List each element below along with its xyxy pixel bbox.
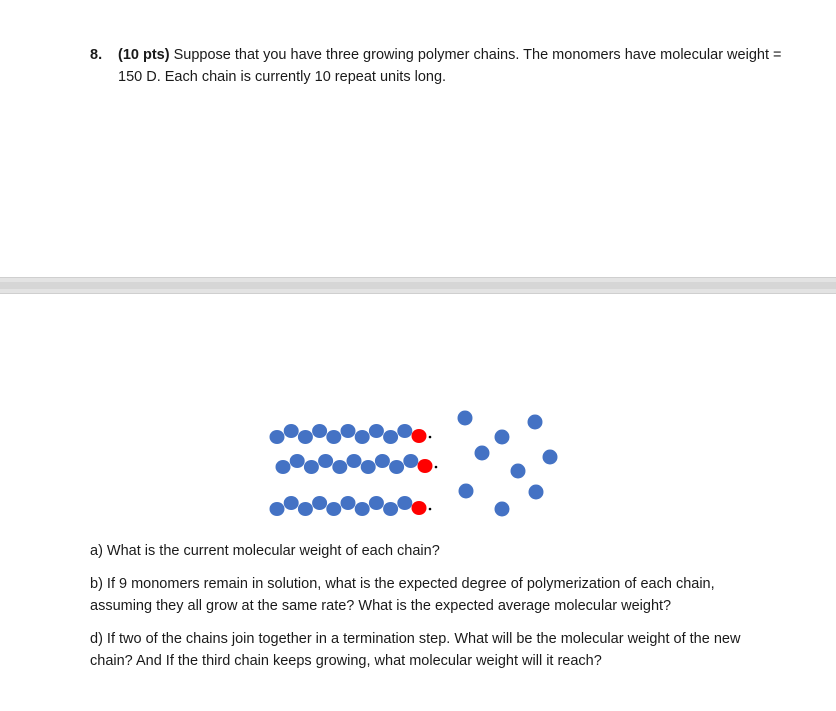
repeat-unit: [332, 460, 347, 474]
repeat-unit: [383, 430, 398, 444]
free-monomer: [495, 430, 510, 445]
page-break-inner: [0, 282, 836, 289]
polymer-chains: [270, 424, 438, 516]
free-monomer: [543, 450, 558, 465]
repeat-unit: [347, 454, 362, 468]
repeat-unit: [284, 424, 299, 438]
question-d: d) If two of the chains join together in a termination step. What will be the molecular weight of the new chain? And If the third chain keeps growing, what molecular weight will it reach?: [90, 631, 741, 669]
repeat-unit: [361, 460, 376, 474]
question-text: Suppose that you have three growing polymer chains. The monomers have molecular weight = 150 D. Each chain is currently 10 repeat units long.: [118, 47, 782, 85]
question-a: a) What is the current molecular weight of each chain?: [90, 543, 440, 559]
repeat-unit: [284, 496, 299, 510]
radical-dot: [435, 466, 438, 469]
question-prompt: [118, 44, 790, 88]
repeat-unit: [298, 430, 313, 444]
free-monomer: [458, 411, 473, 426]
question-b: b) If 9 monomers remain in solution, what is the expected degree of polymerization of each chain, assuming they all grow at the same rate? What is the expected average molecular weight?: [90, 576, 715, 614]
free-monomer: [475, 446, 490, 461]
repeat-unit: [270, 430, 285, 444]
repeat-unit: [369, 496, 384, 510]
repeat-unit: [355, 430, 370, 444]
repeat-unit: [276, 460, 291, 474]
active-chain-end: [412, 429, 427, 443]
repeat-unit: [369, 424, 384, 438]
polymer-chain: [276, 454, 438, 474]
free-monomer: [528, 415, 543, 430]
radical-dot: [429, 436, 432, 439]
repeat-unit: [397, 496, 412, 510]
radical-dot: [429, 508, 432, 511]
free-monomers: [458, 411, 558, 517]
repeat-unit: [270, 502, 285, 516]
repeat-unit: [298, 502, 313, 516]
repeat-unit: [397, 424, 412, 438]
free-monomer: [511, 464, 526, 479]
question-number: 8.: [90, 47, 103, 63]
repeat-unit: [312, 496, 327, 510]
repeat-unit: [341, 496, 356, 510]
repeat-unit: [326, 502, 341, 516]
repeat-unit: [375, 454, 390, 468]
question-8: [90, 44, 790, 88]
free-monomer: [459, 484, 474, 499]
repeat-unit: [318, 454, 333, 468]
repeat-unit: [341, 424, 356, 438]
page-break: [0, 277, 836, 294]
active-chain-end: [412, 501, 427, 515]
repeat-unit: [290, 454, 305, 468]
repeat-unit: [326, 430, 341, 444]
free-monomer: [495, 502, 510, 517]
repeat-unit: [403, 454, 418, 468]
repeat-unit: [355, 502, 370, 516]
repeat-unit: [383, 502, 398, 516]
free-monomer: [529, 485, 544, 500]
repeat-unit: [312, 424, 327, 438]
active-chain-end: [418, 459, 433, 473]
repeat-unit: [389, 460, 404, 474]
polymer-chain: [270, 496, 432, 516]
polymer-chains-figure: [260, 400, 570, 530]
polymer-chain: [270, 424, 432, 444]
question-points: (10 pts): [118, 47, 170, 63]
repeat-unit: [304, 460, 319, 474]
